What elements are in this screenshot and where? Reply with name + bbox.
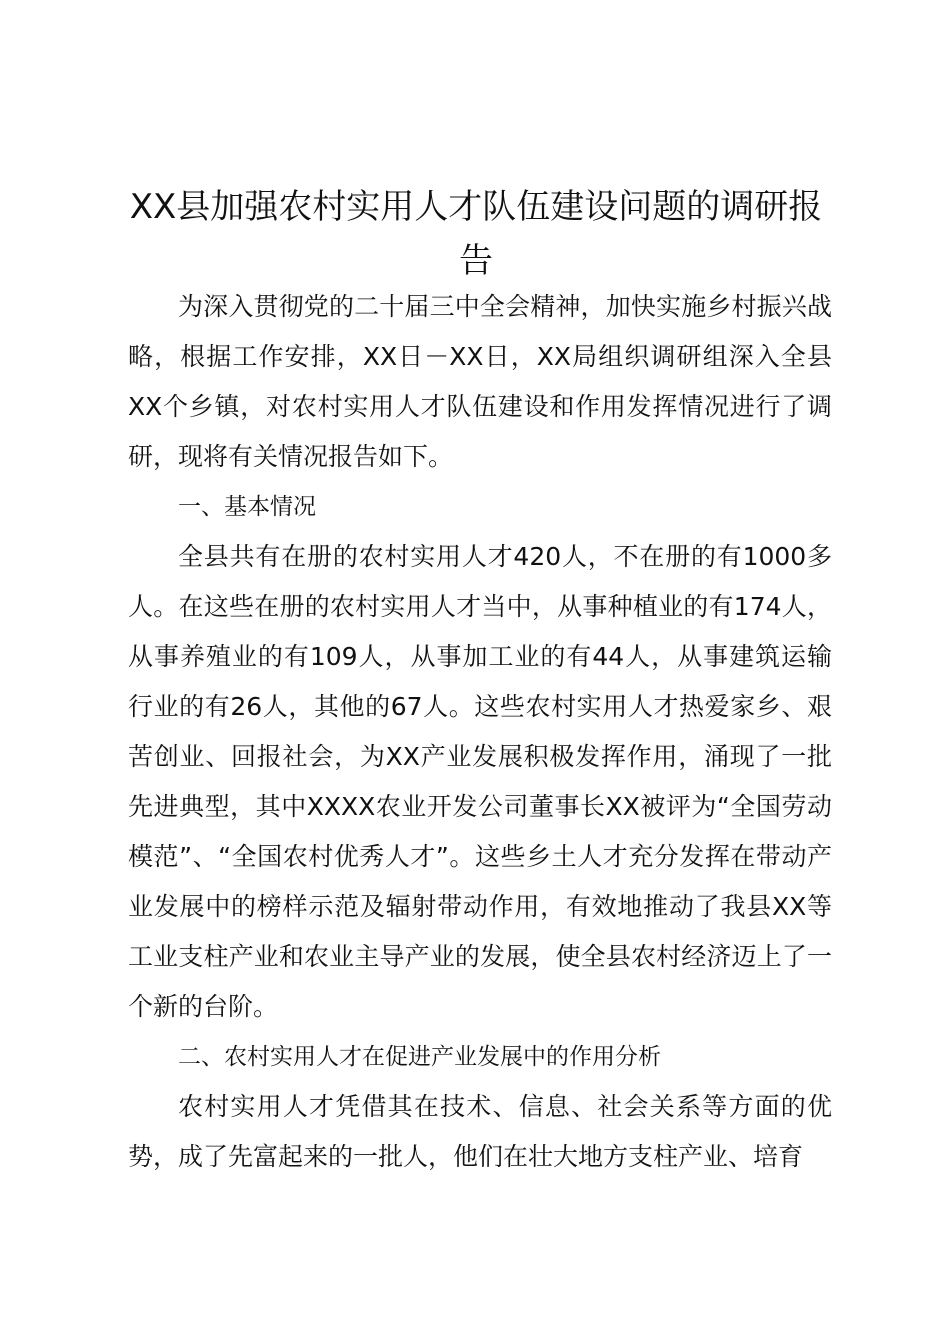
section-heading-analysis: 二、农村实用人才在促进产业发展中的作用分析 <box>178 1044 661 1070</box>
basic-situation-paragraph: 全县共有在册的农村实用人才420人，不在册的有1000多人。在这些在册的农村实用人才当中，从事种植业的有174人，从事养殖业的有109人，从事加工业的有44人，从事建筑运输行业的有26人，其他的67人。这些农村实用人才热爱家乡、艰苦创业、回报社会，为XX产业发展积极发挥作用，涌现了一批先进典型，其中XXXX农业开发公司董事长XX被评为“全国劳动模范”、“全国农村优秀人才”。这些乡土人才充分发挥在带动产业发展中的榜样示范及辐射带动作用，有效地推动了我县XX等工业支柱产业和农业主导产业的发展，使全县农村经济迈上了一个新的台阶。 <box>128 542 832 1021</box>
section-heading-basic: 一、基本情况 <box>178 494 316 520</box>
analysis-paragraph: 农村实用人才凭借其在技术、信息、社会关系等方面的优势，成了先富起来的一批人，他们在壮大地方支柱产业、培育 <box>128 1092 832 1171</box>
intro-paragraph: 为深入贯彻党的二十届三中全会精神，加快实施乡村振兴战略，根据工作安排，XX日－XX日，XX局组织调研组深入全县XX个乡镇，对农村实用人才队伍建设和作用发挥情况进行了调研，现将有关情况报告如下。 <box>128 292 832 471</box>
document-title: XX县加强农村实用人才队伍建设问题的调研报告 <box>129 187 823 281</box>
document-body <box>128 282 832 1182</box>
